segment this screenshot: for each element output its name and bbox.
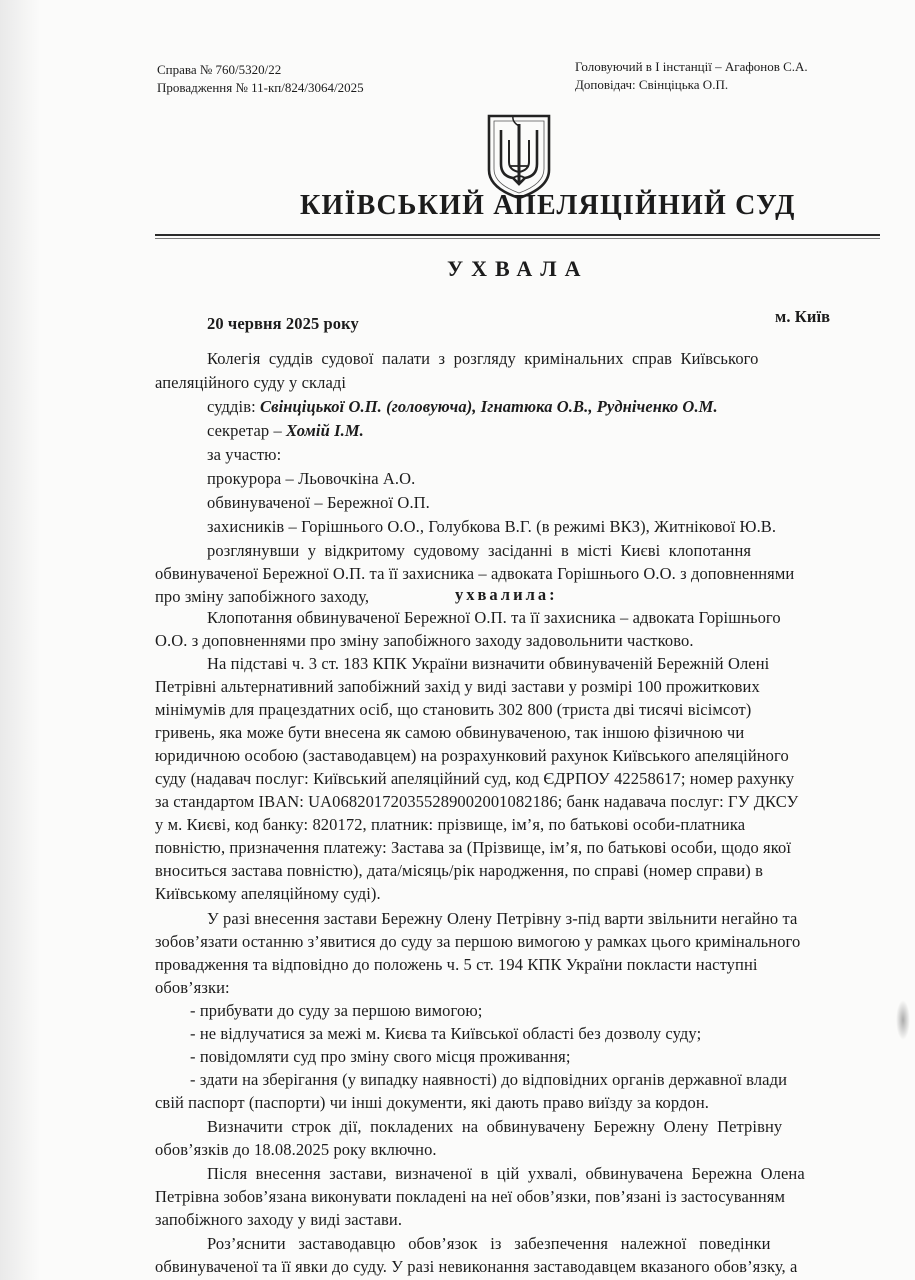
p2-line-6: суду (надавач послуг: Київський апеляційний суд, код ЄДРПОУ 42258617; номер рахунку — [155, 769, 795, 788]
intro-line-1: Колегія суддів судової палати з розгляду кримінальних справ Київського — [207, 349, 759, 368]
defenders-line: захисників – Горішнього О.О., Голубкова В.Г. (в режимі ВКЗ), Житнікової Ю.В. — [207, 517, 777, 536]
judges-names: Свінціцької О.П. (головуюча), Ігнатюка О.В., Рудніченко О.М. — [260, 397, 718, 416]
resolved-heading: ухвалила: — [455, 585, 558, 604]
p4-line-2: обов’язків до 18.08.2025 року включно. — [155, 1140, 437, 1159]
judges-line — [207, 397, 718, 417]
p2-line-7: за стандартом IBAN: UA068201720355289002001082186; банк надавача послуг: ГУ ДКСУ — [155, 792, 799, 811]
p2-line-5: юридичною особою (заставодавцем) на розрахунковий рахунок Київського апеляційного — [155, 746, 789, 765]
presiding-first-instance: Головуючий в I інстанції – Агафонов С.А. — [575, 59, 808, 74]
duty-1: - прибувати до суду за першою вимогою; — [190, 1001, 483, 1020]
p3-line-4: обов’язки: — [155, 978, 230, 997]
p3-line-2: зобов’язати останню з’явитися до суду за першою вимогою у рамках цього кримінального — [155, 932, 801, 951]
decision-date: 20 червня 2025 року — [207, 314, 359, 333]
court-name: КИЇВСЬКИЙ АПЕЛЯЦІЙНИЙ СУД — [300, 190, 796, 221]
p2-line-2: Петрівні альтернативний запобіжний захід у виді застави у розмірі 100 прожиткових — [155, 677, 760, 696]
document-title: УХВАЛА — [447, 256, 589, 281]
p5-line-1: Після внесення застави, визначеної в цій ухвалі, обвинувачена Бережна Олена — [207, 1164, 805, 1183]
p6-line-1: Роз’яснити заставодавцю обов’язок із забезпечення належної поведінки — [207, 1234, 771, 1253]
p2-line-10: вноситься застава повністю), дата/місяць/рік народження, по справі (номер справи) в — [155, 861, 763, 880]
considering-line-2: обвинуваченої Бережної О.П. та її захисника – адвоката Горішнього О.О. з доповненнями — [155, 564, 795, 583]
p1-line-1: Клопотання обвинуваченої Бережної О.П. та її захисника – адвоката Горішнього — [207, 608, 781, 627]
case-number: Справа № 760/5320/22 — [157, 62, 282, 77]
prosecutor-line: прокурора – Льовочкіна А.О. — [207, 469, 416, 488]
intro-line-2: апеляційного суду у складі — [155, 373, 347, 392]
p2-line-4: гривень, яка може бути внесена як самою обвинуваченою, так іншою фізичною чи — [155, 723, 745, 742]
coat-of-arms-icon — [485, 112, 553, 200]
duty-4: - здати на зберігання (у випадку наявності) до відповідних органів державної влади — [190, 1070, 788, 1089]
considering-line-1b: розглянувши у відкритому судовому засіданні в місті Києві клопотання — [207, 541, 752, 560]
p3-line-3: провадження та відповідно до положень ч. 5 ст. 194 КПК України покласти наступні — [155, 955, 758, 974]
p6-line-2: обвинуваченої та її явки до суду. У разі невиконання заставодавцем вказаного обов’язку, а — [155, 1257, 798, 1276]
heading-rule-thin — [155, 238, 880, 239]
heading-rule — [155, 234, 880, 236]
accused-line: обвинуваченої – Бережної О.П. — [207, 493, 430, 512]
p3-line-1: У разі внесення застави Бережну Олену Петрівну з-під варти звільнити негайно та — [207, 909, 798, 928]
p5-line-2: Петрівна зобов’язана виконувати покладені на неї обов’язки, пов’язані із застосуванням — [155, 1187, 785, 1206]
judges-label: суддів: — [207, 397, 260, 416]
p2-line-9: повністю, призначення платежу: Застава за (Прізвище, ім’я, по батькові особи, щодо якої — [155, 838, 792, 857]
p4-line-1: Визначити строк дії, покладених на обвинувачену Бережну Олену Петрівну — [207, 1117, 783, 1136]
p2-line-3: мінімумів для працездатних осіб, що становить 302 800 (триста дві тисячі вісімсот) — [155, 700, 752, 719]
scan-smudge — [896, 1000, 910, 1040]
secretary-label: секретар – — [207, 421, 287, 440]
duty-3: - повідомляти суд про зміну свого місця проживання; — [190, 1047, 571, 1066]
secretary-name: Хомій І.М. — [286, 421, 364, 440]
p1-line-2: О.О. з доповненнями про зміну запобіжного заходу задовольнити частково. — [155, 631, 694, 650]
p2-line-8: у м. Києві, код банку: 820172, платник: прізвище, ім’я, по батькові особи-платника — [155, 815, 746, 834]
participation-label: за участю: — [207, 445, 282, 464]
p5-line-3: запобіжного заходу у виді застави. — [155, 1210, 403, 1229]
decision-city: м. Київ — [775, 307, 831, 326]
reporter-judge: Доповідач: Свінціцька О.П. — [575, 77, 729, 92]
duty-4-cont: свій паспорт (паспорти) чи інші документи, які дають право виїзду за кордон. — [155, 1093, 710, 1112]
scan-edge-shadow — [0, 0, 40, 1280]
duty-2: - не відлучатися за межі м. Києва та Київської області без дозволу суду; — [190, 1024, 702, 1043]
proceedings-number: Провадження № 11-кп/824/3064/2025 — [157, 80, 364, 95]
p2-line-11: Київському апеляційному суді). — [155, 884, 381, 903]
considering-line-3: про зміну запобіжного заходу, — [155, 587, 370, 606]
secretary-line — [207, 421, 364, 441]
p2-line-1: На підставі ч. 3 ст. 183 КПК України визначити обвинуваченій Бережній Олені — [207, 654, 770, 673]
